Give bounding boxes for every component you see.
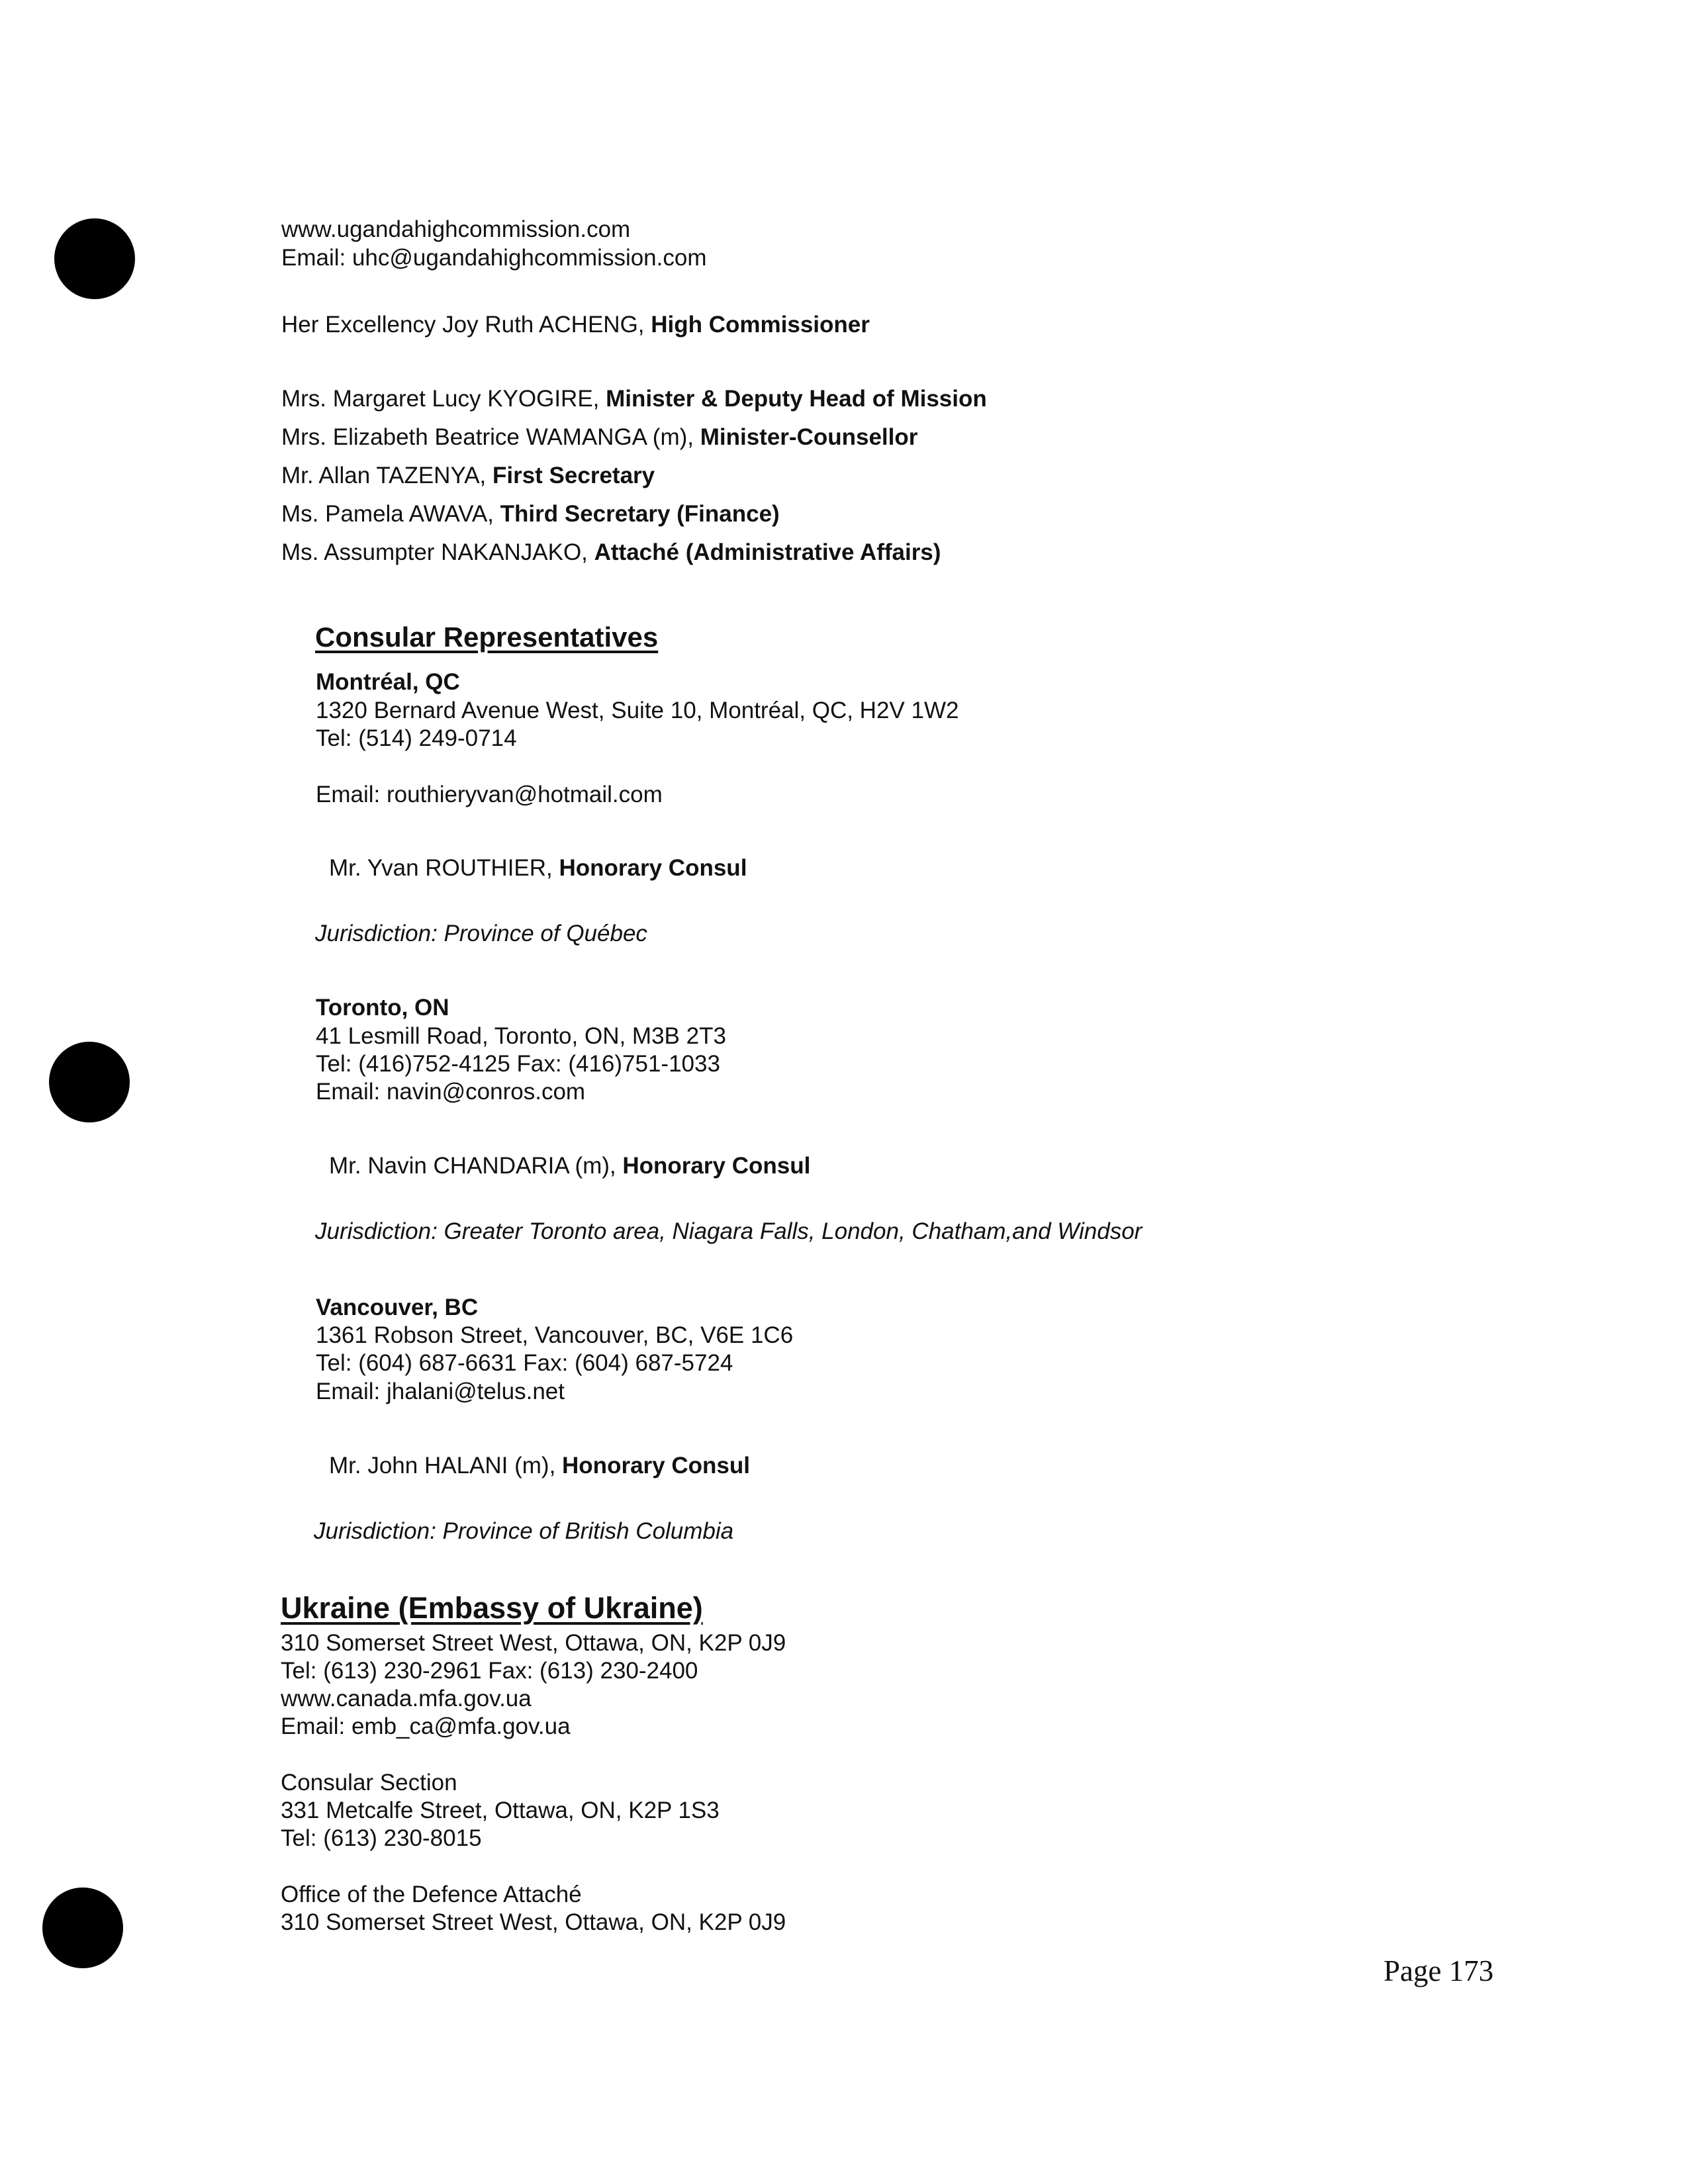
consul-title: Honorary Consul <box>559 855 747 881</box>
staff-entry <box>281 385 987 413</box>
consular-heading: Consular Representatives <box>315 621 659 653</box>
consul-title: Honorary Consul <box>622 1153 811 1179</box>
website-line: www.ugandahighcommission.com <box>281 216 631 242</box>
staff-name: Mrs. Margaret Lucy KYOGIRE, <box>281 386 606 412</box>
consulate-email: Email: routhieryvan@hotmail.com <box>316 782 663 807</box>
defence-office-label: Office of the Defence Attaché <box>281 1882 582 1907</box>
staff-name: Mrs. Elizabeth Beatrice WAMANGA (m), <box>281 424 700 450</box>
head-of-mission-title: High Commissioner <box>651 312 870 338</box>
staff-name: Mr. Allan TAZENYA, <box>281 463 492 488</box>
consul-name: Mr. Yvan ROUTHIER, <box>329 855 559 881</box>
staff-entry <box>281 424 917 451</box>
consular-section-address: 331 Metcalfe Street, Ottawa, ON, K2P 1S3 <box>281 1797 720 1823</box>
punch-hole-top <box>54 218 135 299</box>
consul-name: Mr. John HALANI (m), <box>329 1453 563 1479</box>
staff-title: Third Secretary (Finance) <box>500 501 780 527</box>
embassy-tel: Tel: (613) 230-2961 Fax: (613) 230-2400 <box>281 1658 698 1684</box>
defence-office-address: 310 Somerset Street West, Ottawa, ON, K2P 0J9 <box>281 1909 786 1935</box>
staff-entry <box>281 539 941 567</box>
consul-entry <box>329 1452 750 1480</box>
staff-title: Attaché (Administrative Affairs) <box>594 539 941 565</box>
consulate-tel: Tel: (514) 249-0714 <box>316 725 517 751</box>
consul-title: Honorary Consul <box>562 1453 750 1479</box>
consulate-tel: Tel: (604) 687-6631 Fax: (604) 687-5724 <box>316 1350 733 1376</box>
country-heading: Ukraine (Embassy of Ukraine) <box>281 1591 703 1625</box>
consular-section-tel: Tel: (613) 230-8015 <box>281 1825 482 1851</box>
head-of-mission-name: Her Excellency Joy Ruth ACHENG, <box>281 312 651 338</box>
head-of-mission <box>281 311 870 339</box>
consulate-jurisdiction: Jurisdiction: Greater Toronto area, Niagara Falls, London, Chatham,and Windsor <box>315 1218 1143 1244</box>
staff-name: Ms. Pamela AWAVA, <box>281 501 500 527</box>
consulate-email: Email: navin@conros.com <box>316 1079 586 1105</box>
consulate-address: 1361 Robson Street, Vancouver, BC, V6E 1C6 <box>316 1322 794 1348</box>
consulate-city: Montréal, QC <box>316 669 460 695</box>
consulate-email: Email: jhalani@telus.net <box>316 1379 565 1404</box>
consulate-tel: Tel: (416)752-4125 Fax: (416)751-1033 <box>316 1051 720 1077</box>
consulate-city: Toronto, ON <box>316 995 449 1021</box>
consul-entry <box>329 1152 810 1180</box>
consulate-city: Vancouver, BC <box>316 1295 479 1320</box>
consular-section-label: Consular Section <box>281 1770 457 1796</box>
consulate-address: 1320 Bernard Avenue West, Suite 10, Montréal, QC, H2V 1W2 <box>316 698 959 723</box>
staff-entry <box>281 462 655 490</box>
staff-title: Minister & Deputy Head of Mission <box>606 386 987 412</box>
staff-name: Ms. Assumpter NAKANJAKO, <box>281 539 594 565</box>
punch-hole-middle <box>49 1042 130 1122</box>
punch-hole-bottom <box>42 1888 123 1968</box>
embassy-address: 310 Somerset Street West, Ottawa, ON, K2P 0J9 <box>281 1630 786 1656</box>
embassy-email: Email: emb_ca@mfa.gov.ua <box>281 1713 571 1739</box>
consul-name: Mr. Navin CHANDARIA (m), <box>329 1153 623 1179</box>
embassy-website: www.canada.mfa.gov.ua <box>281 1686 532 1711</box>
consulate-jurisdiction: Jurisdiction: Province of British Columbia <box>314 1518 734 1544</box>
staff-title: Minister-Counsellor <box>700 424 918 450</box>
consulate-address: 41 Lesmill Road, Toronto, ON, M3B 2T3 <box>316 1023 726 1049</box>
staff-title: First Secretary <box>492 463 655 488</box>
consul-entry <box>329 854 747 882</box>
email-line: Email: uhc@ugandahighcommission.com <box>281 245 707 271</box>
staff-entry <box>281 500 780 528</box>
page-number: Page 173 <box>1383 1954 1494 1987</box>
consulate-jurisdiction: Jurisdiction: Province of Québec <box>315 921 647 946</box>
